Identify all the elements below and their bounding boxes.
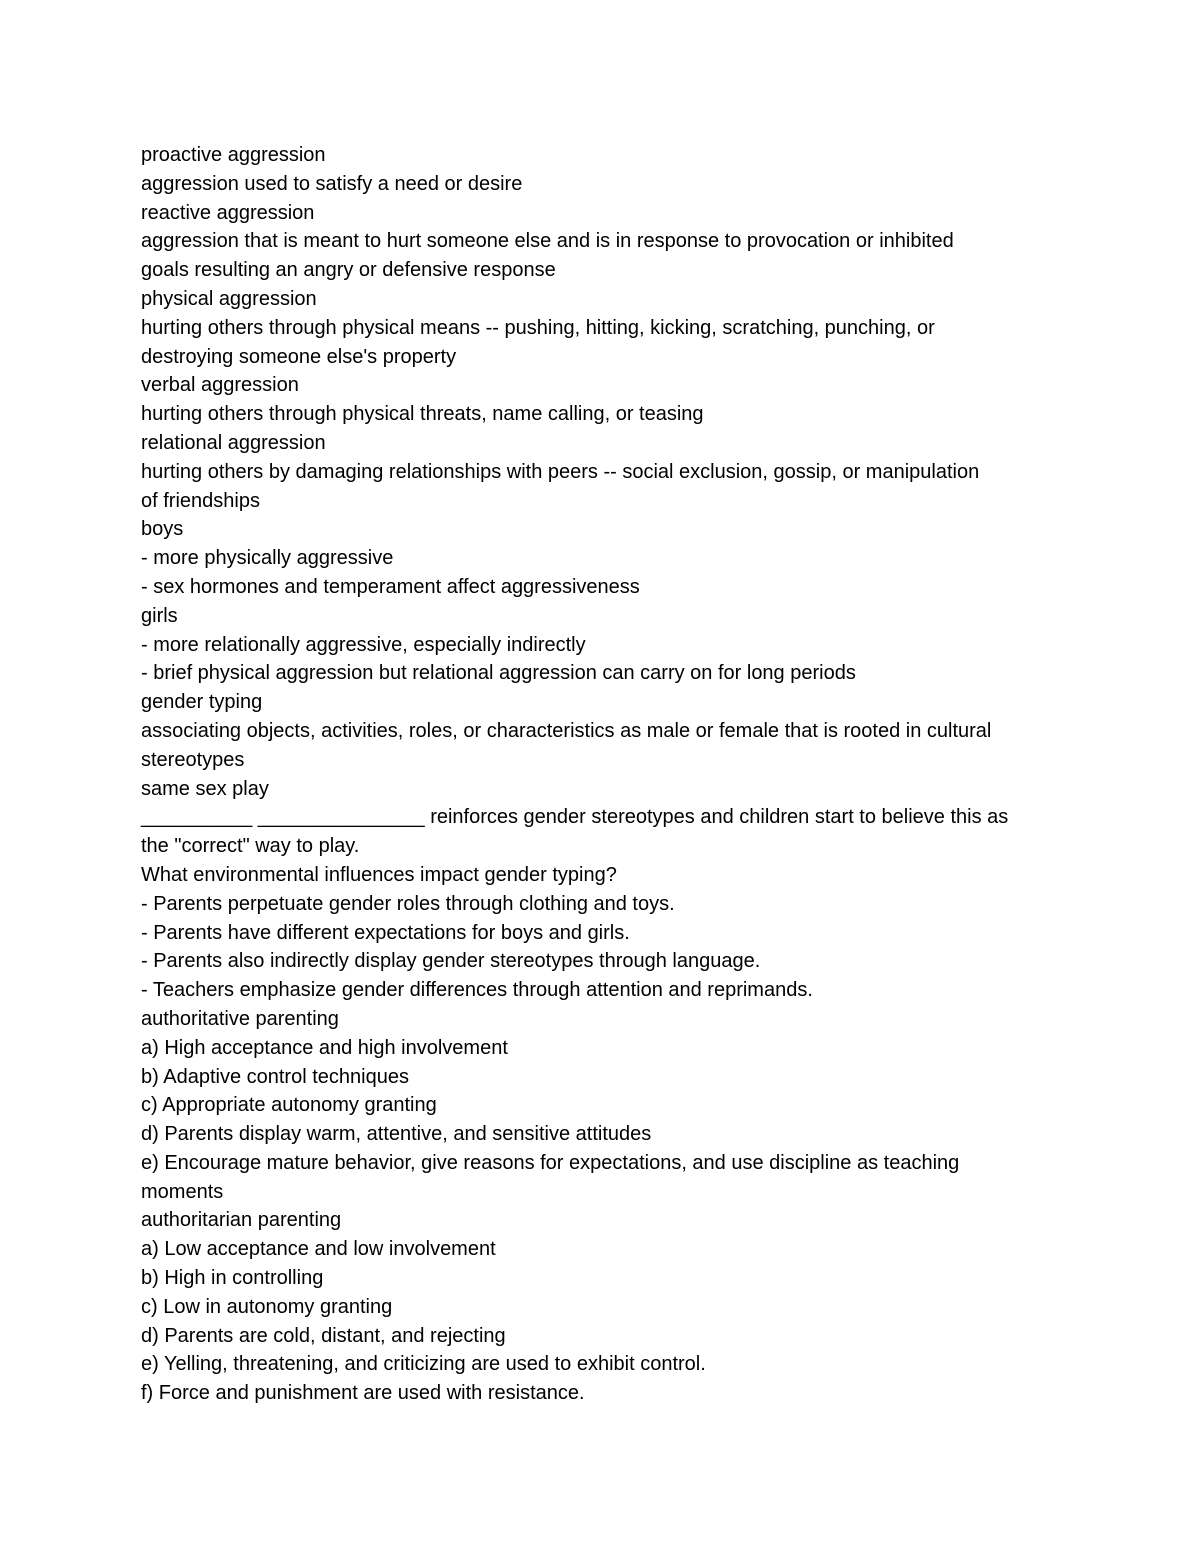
list-item: b) Adaptive control techniques [141,1065,409,1088]
list-item: - Parents also indirectly display gender stereotypes through language. [141,950,761,973]
definition-line: hurting others by damaging relationships with peers -- social exclusion, gossip, or manipulation [141,460,980,483]
term-line: physical aggression [141,287,317,310]
list-item: - brief physical aggression but relational aggression can carry on for long periods [141,662,856,685]
term-line: authoritarian parenting [141,1209,342,1232]
list-item: a) High acceptance and high involvement [141,1036,508,1059]
list-item: - Parents have different expectations for boys and girls. [141,921,630,944]
list-item: c) Appropriate autonomy granting [141,1094,437,1117]
list-item: - more physically aggressive [141,547,394,570]
definition-line: associating objects, activities, roles, or characteristics as male or female that is rooted in cultural [141,719,992,742]
question-line: What environmental influences impact gender typing? [141,863,617,886]
list-item: - Teachers emphasize gender differences through attention and reprimands. [141,979,813,1002]
definition-line: hurting others through physical means -- pushing, hitting, kicking, scratching, punching, or [141,316,935,339]
list-item: a) Low acceptance and low involvement [141,1238,496,1261]
list-item: c) Low in autonomy granting [141,1295,393,1318]
list-item: d) Parents display warm, attentive, and sensitive attitudes [141,1123,652,1146]
definition-line: aggression that is meant to hurt someone else and is in response to provocation or inhibited [141,230,954,253]
list-item: b) High in controlling [141,1267,324,1290]
list-item: f) Force and punishment are used with resistance. [141,1382,585,1405]
definition-line: goals resulting an angry or defensive response [141,259,556,282]
term-line: boys [141,518,184,541]
term-line: relational aggression [141,431,326,454]
list-item: moments [141,1180,224,1203]
term-line: girls [141,604,178,627]
term-line: reactive aggression [141,201,315,224]
list-item: - sex hormones and temperament affect aggressiveness [141,575,640,598]
definition-line: __________ _______________ reinforces gender stereotypes and children start to believe this as [141,806,1009,829]
document-body [141,141,1071,1408]
term-line: authoritative parenting [141,1007,339,1030]
term-line: gender typing [141,691,263,714]
list-item: e) Yelling, threatening, and criticizing are used to exhibit control. [141,1353,706,1376]
list-item: - more relationally aggressive, especially indirectly [141,633,586,656]
list-item: e) Encourage mature behavior, give reasons for expectations, and use discipline as teaching [141,1151,960,1174]
definition-line: destroying someone else's property [141,345,457,368]
definition-line: stereotypes [141,748,245,771]
term-line: same sex play [141,777,269,800]
definition-line: hurting others through physical threats, name calling, or teasing [141,403,704,426]
definition-line: the "correct" way to play. [141,835,360,858]
term-line: verbal aggression [141,374,299,397]
definition-line: of friendships [141,489,260,512]
list-item: d) Parents are cold, distant, and rejecting [141,1324,506,1347]
list-item: - Parents perpetuate gender roles through clothing and toys. [141,892,675,915]
term-line: proactive aggression [141,144,326,166]
definition-line: aggression used to satisfy a need or desire [141,172,523,195]
